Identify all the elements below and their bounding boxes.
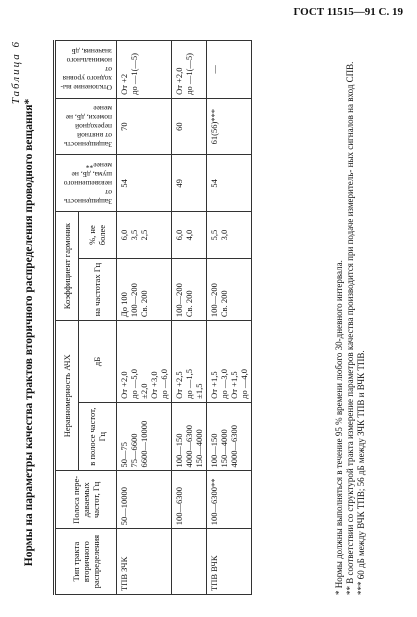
cell-afc-bands: 50—75 75—6600 6600—10000 bbox=[117, 402, 172, 471]
cell-harm-pct: 6,0 4,0 bbox=[172, 212, 207, 259]
cell-type bbox=[172, 529, 207, 595]
cell-afc-values: От +1,5 до —3,0 От +1,5 до —4,0 bbox=[207, 321, 252, 403]
cell-afc-bands: 100—150 4000—6300 150—4000 bbox=[172, 402, 207, 471]
table-row bbox=[207, 41, 252, 595]
cell-passband: 100—6300** bbox=[207, 471, 252, 529]
cell-harm-freq: До 100 100—200 Св. 200 bbox=[117, 259, 172, 321]
cell-noise: 49 bbox=[172, 155, 207, 212]
col-noise: Защищенность от невзвешенного шума, дБ, не менее** bbox=[56, 155, 117, 212]
norms-table bbox=[55, 40, 252, 595]
col-passband: Полоса пере- даваемых частот, Гц bbox=[56, 471, 117, 529]
table-row bbox=[172, 41, 207, 595]
col-tract-type: Тип тракта вторичного распределения bbox=[56, 529, 117, 595]
footnotes bbox=[334, 40, 367, 595]
cell-type: ТПВ ЗЧК bbox=[117, 529, 172, 595]
cell-harm-pct: 6,0 3,5 2,5 bbox=[117, 212, 172, 259]
col-afc-band: в полосе частот, Гц bbox=[78, 402, 116, 471]
footnote: *** 60 дБ между ВЧК ТПВ; 56 дБ между ЗЧК ТПВ и ВЧК ТПВ. bbox=[356, 350, 366, 595]
col-afc-db: дБ bbox=[78, 321, 116, 403]
rotated-page-content bbox=[8, 40, 392, 595]
cell-cross: 60 bbox=[172, 98, 207, 155]
footnote: * Нормы должны выполняться в течение 95 % времени любого 30-дневного интервала. bbox=[334, 260, 344, 595]
cell-cross: 61(56)*** bbox=[207, 98, 252, 155]
table-label: Таблица 6 bbox=[10, 40, 22, 105]
cell-passband: 100—6300 bbox=[172, 471, 207, 529]
col-afc-group: Неравномерность АЧХ bbox=[56, 321, 79, 471]
col-harm-pct: %, не более bbox=[78, 212, 116, 259]
cell-passband: 50—10000 bbox=[117, 471, 172, 529]
col-harm-group: Коэффициент гармоник bbox=[56, 212, 79, 321]
cell-cross: 70 bbox=[117, 98, 172, 155]
title-rule bbox=[53, 40, 54, 595]
cell-harm-freq: 100—200 Св. 200 bbox=[207, 259, 252, 321]
col-level: Отклонение вы- ходного уровня от номинального значения, дБ bbox=[56, 41, 117, 99]
page-header: ГОСТ 11515—91 С. 19 bbox=[293, 6, 403, 18]
cell-harm-freq: 100—200 Св. 200 bbox=[172, 259, 207, 321]
col-harm-freq: на частотах Гц bbox=[78, 259, 116, 321]
cell-afc-bands: 100—150 150—4000 4000—6300 bbox=[207, 402, 252, 471]
table-row bbox=[117, 41, 172, 595]
cell-afc-values: От +2,0 до —5,0 ±2,0 От +3,0 до —6,0 bbox=[117, 321, 172, 403]
col-cross: Защищенность от внятной переходной помехи, дБ, не менее bbox=[56, 98, 117, 155]
cell-level: От +2 до —1(—5) bbox=[117, 41, 172, 99]
cell-type: ТПВ ВЧК bbox=[207, 529, 252, 595]
cell-noise: 54 bbox=[207, 155, 252, 212]
cell-harm-pct: 5,5 3,0 bbox=[207, 212, 252, 259]
footnote: ** В соответствии со структурой тракта измерение параметров качества производится при подаче измеритель- ных сигналов на вход СПВ. bbox=[345, 61, 355, 595]
cell-level: От +2,0 до —1(—5) bbox=[172, 41, 207, 99]
header-row-1 bbox=[56, 41, 79, 595]
cell-afc-values: От +2,5 до —1,5 ±1,5 bbox=[172, 321, 207, 403]
cell-noise: 54 bbox=[117, 155, 172, 212]
table-title: Нормы на параметры качества трактов вторичного распределения проводного вещания* bbox=[23, 98, 35, 567]
cell-level: — bbox=[207, 41, 252, 99]
